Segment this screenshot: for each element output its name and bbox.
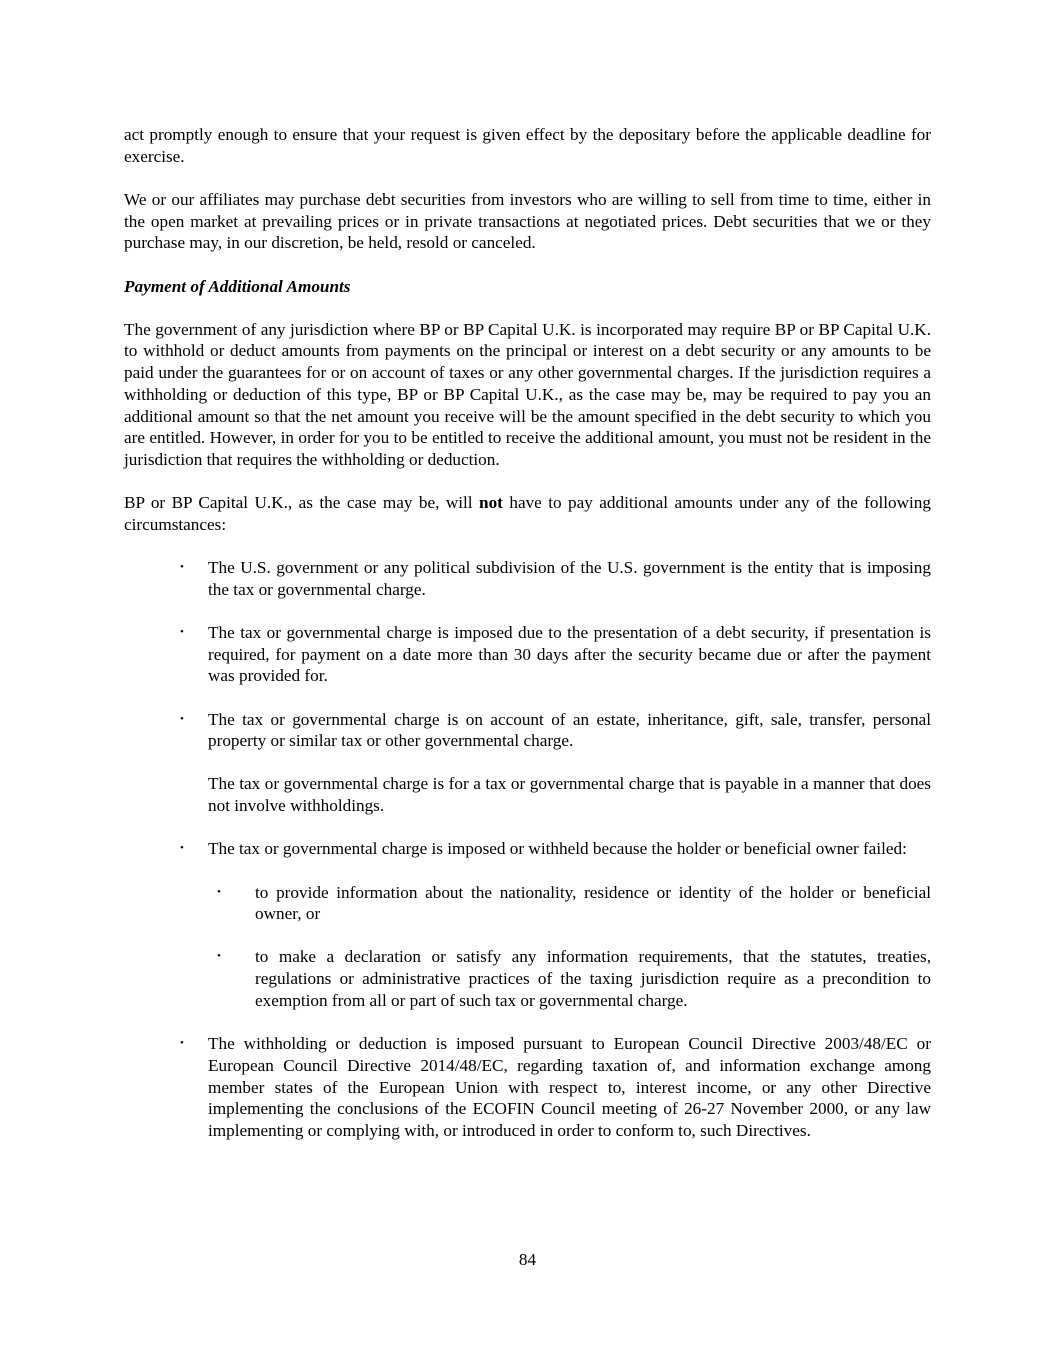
paragraph-purchase-debt-securities: We or our affiliates may purchase debt securities from investors who are willing to sell from time to time, either in the open market at prevailing prices or in private transactions at negotiated prices. Debt securities that we or they purchase may, in our discretion, be held, resold or canceled. bbox=[124, 189, 931, 253]
intro-text-after: have to pay additional amounts under any of the following circumstances: bbox=[124, 493, 931, 534]
intro-text-before: BP or BP Capital U.K., as the case may be, will bbox=[124, 493, 480, 513]
list-item bbox=[180, 1033, 931, 1142]
bullet-icon: • bbox=[180, 1037, 184, 1050]
list-item bbox=[180, 622, 931, 687]
bullet-icon: • bbox=[180, 625, 184, 638]
bullet-icon: • bbox=[217, 950, 221, 963]
list-item-text: The tax or governmental charge is on account of an estate, inheritance, gift, sale, transfer, personal property or similar tax or other governmental charge. bbox=[208, 709, 931, 751]
list-item bbox=[180, 557, 931, 600]
page-content bbox=[124, 124, 931, 1163]
list-item bbox=[180, 838, 931, 860]
sub-list-item bbox=[217, 946, 931, 1011]
sub-list-item-text: to provide information about the nationality, residence or identity of the holder or beneficial owner, or bbox=[255, 882, 931, 924]
paragraph-withholding: The government of any jurisdiction where BP or BP Capital U.K. is incorporated may require BP or BP Capital U.K. to withhold or deduct amounts from payments on the principal or interest on a debt security or any amounts to be paid under the guarantees for or on account of taxes or any other governmental charges. If the jurisdiction requires a withholding or deduction of this type, BP or BP Capital U.K., as the case may be, may be required to pay you an additional amount so that the net amount you receive will be the amount specified in the debt security to which you are entitled. However, in order for you to be entitled to receive the additional amount, you must not be resident in the jurisdiction that requires the withholding or deduction. bbox=[124, 319, 931, 469]
bullet-icon: • bbox=[180, 561, 184, 574]
sub-list-item-text: to make a declaration or satisfy any information requirements, that the statutes, treaties, regulations or administrative practices of the taxing jurisdiction require as a precondition to exemption from all or part of such tax or governmental charge. bbox=[255, 947, 931, 1010]
list-item-text: The tax or governmental charge is imposed due to the presentation of a debt security, if presentation is required, for payment on a date more than 30 days after the security became due or after the payment was provided for. bbox=[208, 622, 931, 686]
paragraph-circumstances-intro bbox=[124, 492, 931, 535]
list-item-continuation: The tax or governmental charge is for a tax or governmental charge that is payable in a manner that does not involve withholdings. bbox=[208, 774, 931, 816]
bullet-icon: • bbox=[180, 842, 184, 855]
sub-list-item bbox=[217, 882, 931, 925]
section-heading: Payment of Additional Amounts bbox=[124, 276, 351, 296]
bullet-icon: • bbox=[180, 712, 184, 725]
list-item-text: The withholding or deduction is imposed pursuant to European Council Directive 2003/48/EC or European Council Directive 2014/48/EC, regarding taxation of, and information exchange among member states of the European Union with respect to, interest income, or any other Directive implementing the conclusions of the ECOFIN Council meeting of 26-27 November 2000, or any law implementing or complying with, or introduced in order to conform to, such Directives. bbox=[208, 1034, 931, 1140]
page-number: 84 bbox=[518, 1250, 537, 1269]
list-item-text: The tax or governmental charge is imposed or withheld because the holder or beneficial owner failed: bbox=[208, 839, 907, 859]
bullet-icon: • bbox=[217, 885, 221, 898]
paragraph-continuation: act promptly enough to ensure that your request is given effect by the depositary before the applicable deadline for exercise. bbox=[124, 125, 931, 166]
list-item bbox=[180, 709, 931, 752]
emphasis-not: not bbox=[479, 493, 503, 513]
list-item-text: The U.S. government or any political subdivision of the U.S. government is the entity that is imposing the tax or governmental charge. bbox=[208, 558, 931, 599]
